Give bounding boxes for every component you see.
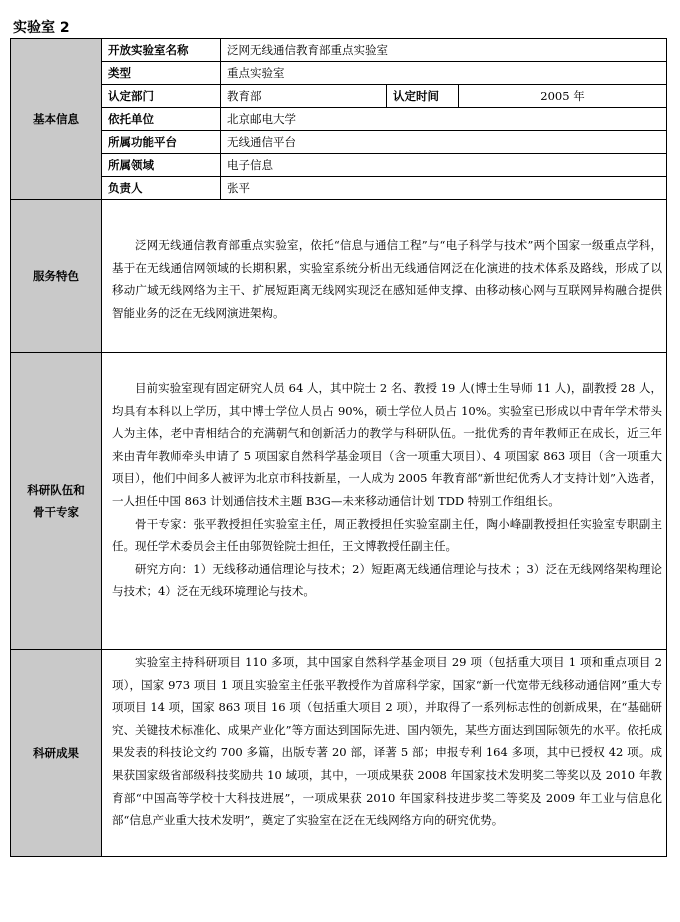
service-paragraph: 泛网无线通信教育部重点实验室，依托“信息与通信工程”与“电子科学与技术”两个国家一级重点学科，基于在无线通信网领域的长期积累，实验室系统分析出无线通信网泛在化演进的技术体系及路线，形成了以移动广域无线网络为主干、扩展短距离无线网实现泛在感知延伸支撑、由移动核心网与互联网异构融合提供智能业务的泛在无线网演进架构。 (112, 238, 662, 320)
row-team (11, 353, 667, 650)
label-leader: 负责人 (102, 177, 221, 200)
label-lab-name: 开放实验室名称 (102, 39, 221, 62)
row-lab-name (11, 39, 667, 62)
row-results (11, 650, 667, 857)
row-platform (11, 131, 667, 154)
section-team-line2: 骨干专家 (33, 505, 79, 519)
section-basic-info: 基本信息 (11, 39, 102, 200)
value-host: 北京邮电大学 (221, 108, 667, 131)
row-host (11, 108, 667, 131)
results-paragraph: 实验室主持科研项目 110 多项，其中国家自然科学基金项目 29 项（包括重大项目 1 项和重点项目 2 项），国家 973 项目 1 项且实验室主任张平教授作为首席科学家，国家“新一代宽带无线移动通信网”重大专项项目 14 项，国家 863 项目 16 项（包括重大项目 2 项），并取得了一系列标志性的创新成果，在“基础研究、关键技术标准化、成果产业化”等方面达到国际先进、国内领先，某些方面达到国际领先的水平。依托成果发表的科技论文约 700 多篇，出版专著 20 部，译著 5 部；申报专利 164 多项，其中已授权 42 项。成果获国家级省部级科技奖励共 10 域项，其中，一项成果获 2008 年国家技术发明奖二等奖以及 2010 年教育部“中国高等学校十大科技进展”，一项成果获 2010 年国家科技进步奖二等奖及 2009 年工业与信息化部“信息产业重大技术发明”，奠定了实验室在泛在无线网络方向的研究优势。 (112, 655, 662, 828)
section-team-line1: 科研队伍和 (27, 483, 85, 497)
value-time: 2005 年 (459, 85, 667, 108)
value-type: 重点实验室 (221, 62, 667, 85)
page-title: 实验室 2 (13, 20, 70, 36)
section-results: 科研成果 (11, 650, 102, 857)
value-field: 电子信息 (221, 154, 667, 177)
label-dept: 认定部门 (102, 85, 221, 108)
value-dept: 教育部 (221, 85, 387, 108)
value-leader: 张平 (221, 177, 667, 200)
section-service: 服务特色 (11, 200, 102, 353)
value-lab-name: 泛网无线通信教育部重点实验室 (221, 39, 667, 62)
label-time: 认定时间 (387, 85, 459, 108)
row-leader (11, 177, 667, 200)
label-field: 所属领域 (102, 154, 221, 177)
lab-info-table (10, 38, 667, 857)
label-type: 类型 (102, 62, 221, 85)
results-body (102, 650, 667, 857)
team-paragraph: 研究方向：1）无线移动通信理论与技术；2）短距离无线通信理论与技术 ；3）泛在无线网络架构理论与技术；4）泛在无线环境理论与技术。 (112, 561, 662, 599)
team-body (102, 353, 667, 650)
service-body (102, 200, 667, 353)
label-platform: 所属功能平台 (102, 131, 221, 154)
row-type (11, 62, 667, 85)
row-service (11, 200, 667, 353)
row-dept (11, 85, 667, 108)
value-platform: 无线通信平台 (221, 131, 667, 154)
row-field (11, 154, 667, 177)
team-paragraph: 目前实验室现有固定研究人员 64 人，其中院士 2 名、教授 19 人(博士生导师 11 人)，副教授 28 人，均具有本科以上学历，其中博士学位人员占 90%，硕士学位人员占 10%。实验室已形成以中青年学术带头人为主体，老中青相结合的充满朝气和创新活力的教学与科研队伍。一批优秀的青年教师正在成长，近三年来由青年教师牵头申请了 5 项国家自然科学基金项目（含一项重大项目）、4 项国家 863 项目（含一项重大项目），他们中间多人被评为北京市科技新星，一人成为 2005 年教育部“新世纪优秀人才支持计划”入选者，一人担任中国 863 计划通信技术主题 B3G—未来移动通信计划 TDD 特别工作组组长。 (112, 381, 662, 508)
section-team (11, 353, 102, 650)
label-host: 依托单位 (102, 108, 221, 131)
team-paragraph: 骨干专家：张平教授担任实验室主任，周正教授担任实验室副主任，陶小峰副教授担任实验室专职副主任。现任学术委员会主任由邬贺铨院士担任，王文博教授任副主任。 (112, 516, 662, 554)
